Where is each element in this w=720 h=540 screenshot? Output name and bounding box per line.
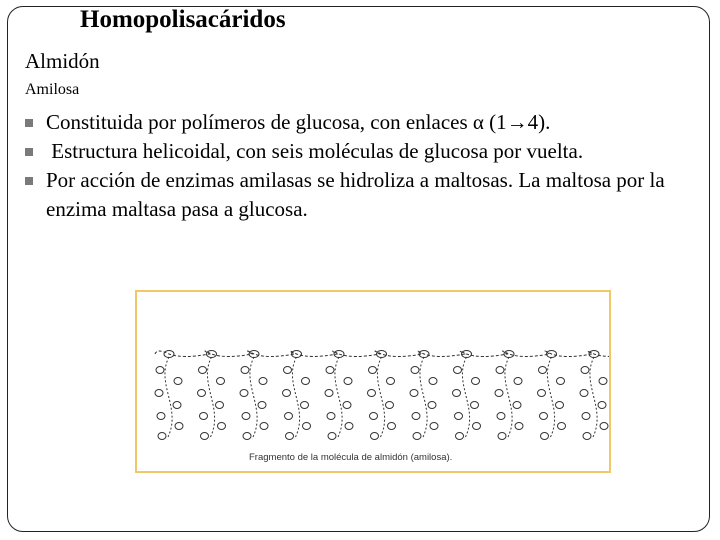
- bullet-list: [22, 108, 682, 224]
- figure-caption: Fragmento de la molécula de almidón (amilosa).: [249, 452, 453, 463]
- slide-title: Homopolisacáridos: [80, 6, 286, 33]
- section-heading: Almidón: [25, 49, 100, 73]
- bullet-item: [22, 166, 682, 224]
- bullet-item: [22, 137, 682, 166]
- glucose-turn: [495, 351, 523, 440]
- glucose-turn: [410, 351, 438, 440]
- amylose-helix-drawing: [137, 292, 609, 471]
- glucose-turn: [538, 351, 566, 440]
- bullet-text: Estructura helicoidal, con seis moléculas de glucosa por vuelta.: [46, 139, 584, 163]
- square-bullet-icon: [25, 177, 33, 185]
- glucose-turn: [240, 351, 268, 440]
- square-bullet-icon: [25, 119, 33, 127]
- bullet-text: Constituida por polímeros de glucosa, con enlaces α (1→4).: [46, 110, 551, 134]
- glucose-turn: [580, 351, 608, 440]
- glucose-turn: [453, 351, 481, 440]
- glucose-turn: [283, 351, 311, 440]
- glucose-turn: [198, 351, 226, 440]
- square-bullet-icon: [25, 148, 33, 156]
- glucose-turn: [155, 351, 183, 440]
- bullet-item: [22, 108, 682, 137]
- glucose-turn: [325, 351, 353, 440]
- amylose-figure: [135, 290, 611, 473]
- helix-backbone: [155, 351, 609, 357]
- subsection-heading: Amilosa: [25, 81, 80, 98]
- glucose-turn: [368, 351, 396, 440]
- bullet-text: Por acción de enzimas amilasas se hidroliza a maltosas. La maltosa por la enzima maltasa pasa a glucosa.: [46, 168, 665, 221]
